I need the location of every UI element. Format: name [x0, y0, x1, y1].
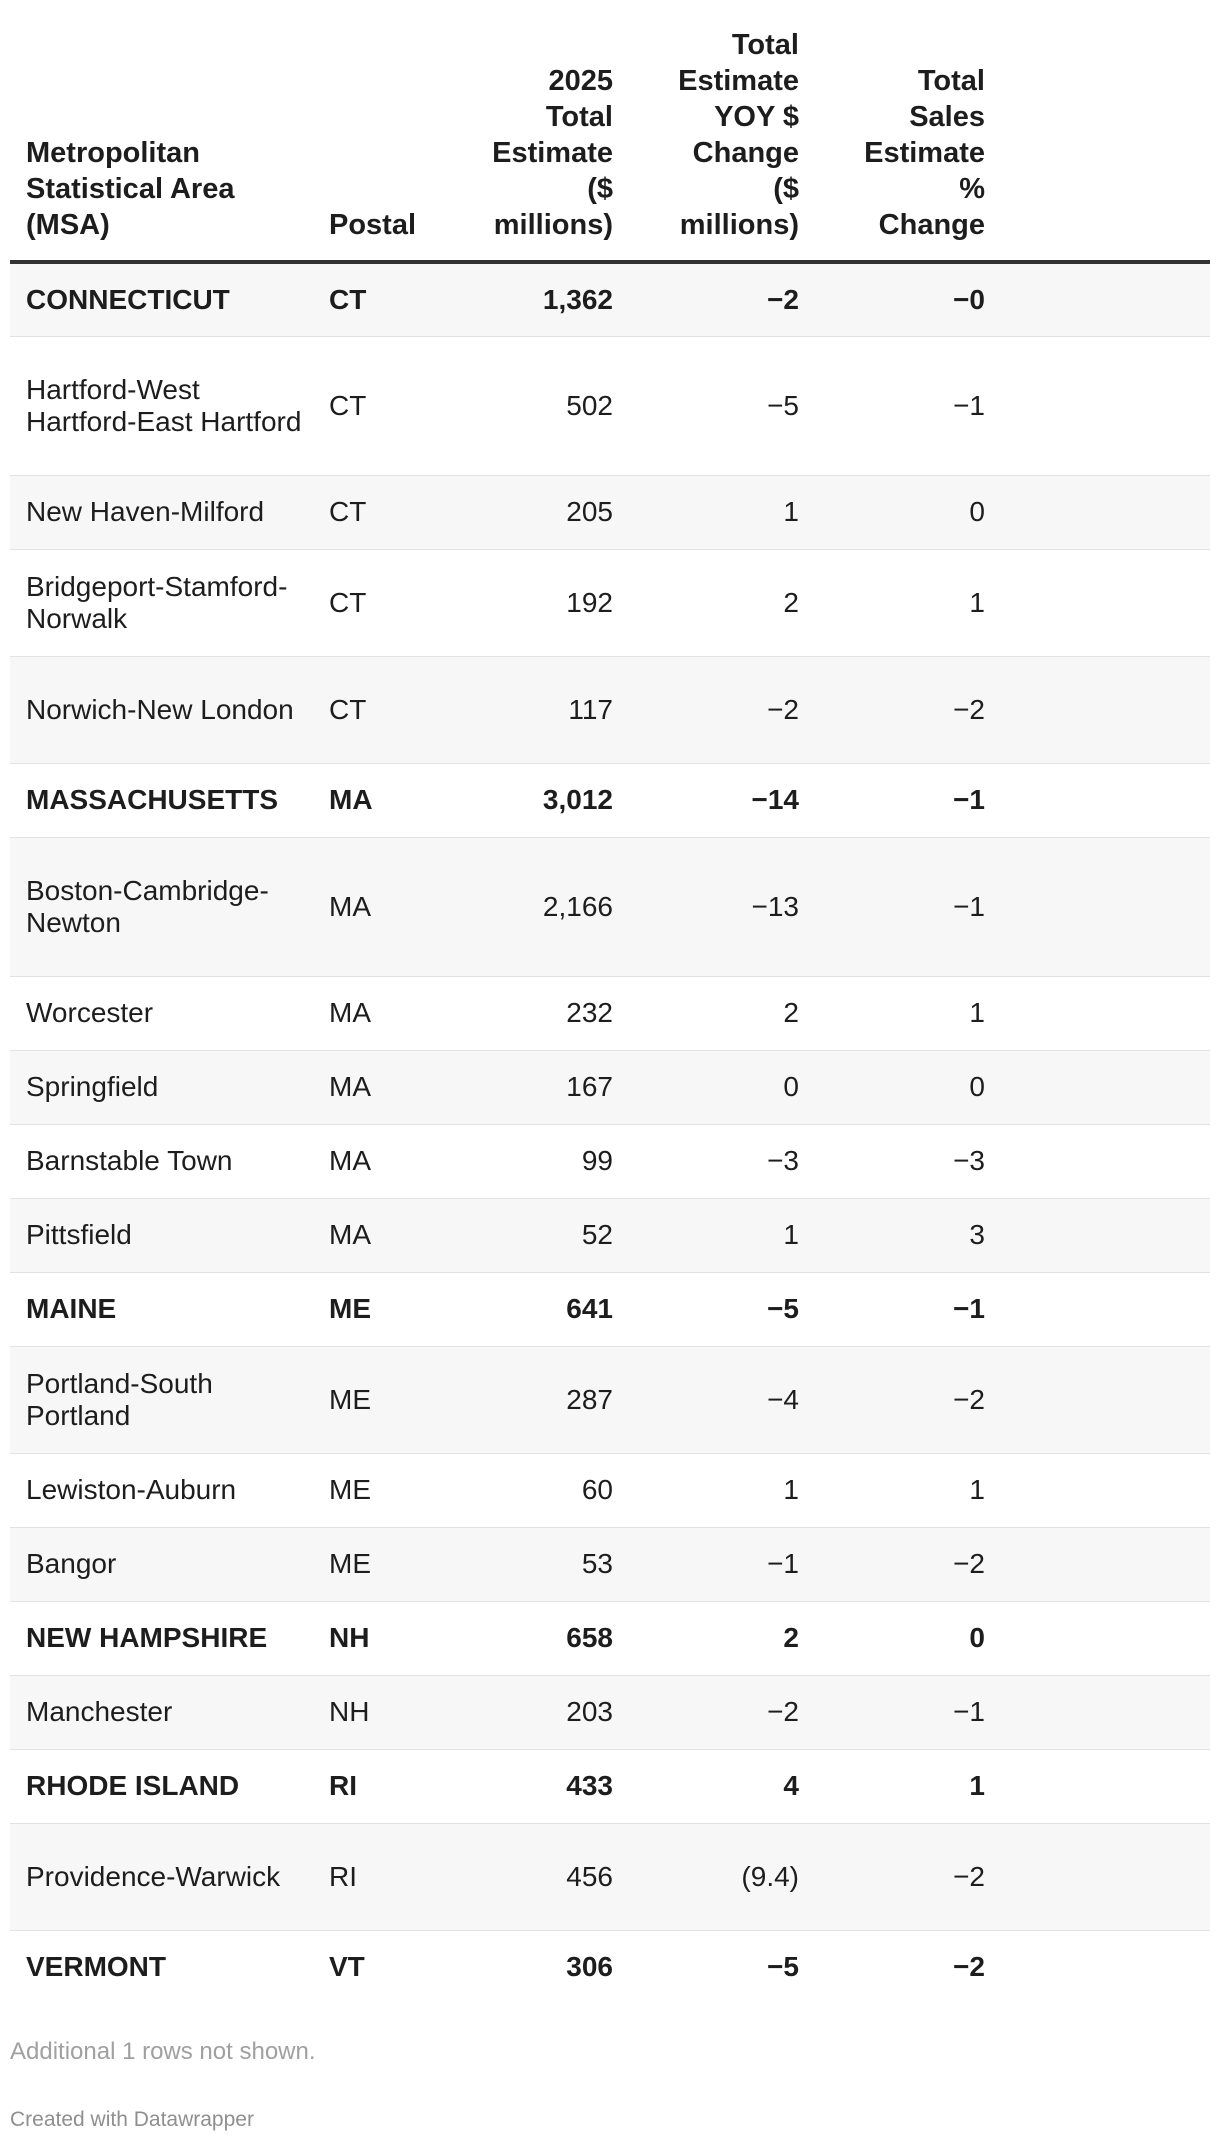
- msa-cell: NEW HAMPSHIRE: [10, 1601, 313, 1675]
- postal-cell: ME: [313, 1527, 413, 1601]
- yoy-change-cell: −2: [613, 1675, 799, 1749]
- table-row: [10, 1675, 1210, 1749]
- column-header-line: Total: [731, 29, 799, 61]
- msa-cell: Barnstable Town: [10, 1124, 313, 1198]
- postal-cell: RI: [313, 1823, 413, 1930]
- pct-change-cell: −1: [799, 1675, 985, 1749]
- msa-cell: Providence-Warwick: [10, 1823, 313, 1930]
- pct-change-cell: −0: [799, 262, 985, 336]
- table-row: [10, 656, 1210, 763]
- table-row: [10, 1198, 1210, 1272]
- yoy-change-cell: −5: [613, 1272, 799, 1346]
- msa-cell: Norwich-New London: [10, 656, 313, 763]
- msa-cell: Worcester: [10, 976, 313, 1050]
- spacer-cell: [985, 1930, 1210, 2004]
- msa-cell: Springfield: [10, 1050, 313, 1124]
- msa-cell: Portland-South Portland: [10, 1346, 313, 1453]
- msa-cell: CONNECTICUT: [10, 262, 313, 336]
- msa-cell: VERMONT: [10, 1930, 313, 2004]
- column-header-line: YOY $: [714, 101, 799, 133]
- postal-cell: CT: [313, 262, 413, 336]
- pct-change-cell: −2: [799, 1346, 985, 1453]
- estimate-cell: 167: [413, 1050, 613, 1124]
- yoy-change-cell: (9.4): [613, 1823, 799, 1930]
- datawrapper-table-container: [10, 0, 1210, 2004]
- estimate-cell: 99: [413, 1124, 613, 1198]
- estimate-cell: 205: [413, 475, 613, 549]
- postal-cell: CT: [313, 656, 413, 763]
- table-row: [10, 1527, 1210, 1601]
- column-header-line: Metropolitan: [26, 137, 200, 169]
- spacer-cell: [985, 1749, 1210, 1823]
- datawrapper-credit-link[interactable]: Created with Datawrapper: [10, 2108, 254, 2131]
- pct-change-cell: 3: [799, 1198, 985, 1272]
- table-row: [10, 976, 1210, 1050]
- table-row: [10, 1453, 1210, 1527]
- yoy-change-cell: 2: [613, 549, 799, 656]
- column-header-line: 2025: [548, 65, 613, 97]
- estimate-cell: 232: [413, 976, 613, 1050]
- spacer-cell: [985, 475, 1210, 549]
- column-header-line: Postal: [329, 209, 417, 241]
- header-row: [10, 0, 1210, 262]
- estimate-cell: 502: [413, 336, 613, 475]
- estimate-cell: 641: [413, 1272, 613, 1346]
- column-header-line: Statistical Area: [26, 173, 235, 205]
- yoy-change-cell: −4: [613, 1346, 799, 1453]
- spacer-cell: [985, 1675, 1210, 1749]
- column-header-line: Estimate: [864, 137, 985, 169]
- spacer-cell: [985, 1527, 1210, 1601]
- column-header-yoy-change[interactable]: [613, 0, 799, 262]
- spacer-cell: [985, 1823, 1210, 1930]
- pct-change-cell: −2: [799, 1930, 985, 2004]
- state-summary-row: [10, 1930, 1210, 2004]
- estimate-cell: 287: [413, 1346, 613, 1453]
- pct-change-cell: −1: [799, 763, 985, 837]
- postal-cell: CT: [313, 475, 413, 549]
- postal-cell: RI: [313, 1749, 413, 1823]
- postal-cell: ME: [313, 1453, 413, 1527]
- postal-cell: MA: [313, 763, 413, 837]
- table-row: [10, 1346, 1210, 1453]
- yoy-change-cell: −1: [613, 1527, 799, 1601]
- state-summary-row: [10, 1601, 1210, 1675]
- msa-cell: Boston-Cambridge-Newton: [10, 837, 313, 976]
- estimate-cell: 456: [413, 1823, 613, 1930]
- estimate-cell: 658: [413, 1601, 613, 1675]
- msa-cell: MAINE: [10, 1272, 313, 1346]
- estimate-cell: 52: [413, 1198, 613, 1272]
- column-header-postal[interactable]: [313, 0, 417, 262]
- pct-change-cell: 1: [799, 549, 985, 656]
- postal-cell: MA: [313, 837, 413, 976]
- pct-change-cell: 0: [799, 1050, 985, 1124]
- column-header-pct-change[interactable]: [799, 0, 985, 262]
- postal-cell: ME: [313, 1272, 413, 1346]
- spacer-cell: [985, 1198, 1210, 1272]
- estimate-cell: 192: [413, 549, 613, 656]
- postal-cell: NH: [313, 1675, 413, 1749]
- spacer-cell: [985, 763, 1210, 837]
- column-header-line: Estimate: [678, 65, 799, 97]
- estimate-cell: 306: [413, 1930, 613, 2004]
- column-header-spacer: [985, 0, 1210, 262]
- state-summary-row: [10, 262, 1210, 336]
- pct-change-cell: −3: [799, 1124, 985, 1198]
- spacer-cell: [985, 1272, 1210, 1346]
- msa-cell: Manchester: [10, 1675, 313, 1749]
- table-body: [10, 262, 1210, 2004]
- postal-cell: CT: [313, 336, 413, 475]
- state-summary-row: [10, 1272, 1210, 1346]
- estimate-cell: 2,166: [413, 837, 613, 976]
- spacer-cell: [985, 837, 1210, 976]
- pct-change-cell: −1: [799, 336, 985, 475]
- column-header-line: ($: [587, 173, 613, 205]
- spacer-cell: [985, 1346, 1210, 1453]
- column-header-line: Total: [545, 101, 613, 133]
- spacer-cell: [985, 549, 1210, 656]
- yoy-change-cell: −13: [613, 837, 799, 976]
- column-header-estimate[interactable]: [413, 0, 613, 262]
- yoy-change-cell: −14: [613, 763, 799, 837]
- msa-sales-table: [10, 0, 1210, 2004]
- estimate-cell: 53: [413, 1527, 613, 1601]
- yoy-change-cell: −5: [613, 1930, 799, 2004]
- column-header-line: millions): [679, 209, 799, 241]
- msa-cell: Bangor: [10, 1527, 313, 1601]
- estimate-cell: 1,362: [413, 262, 613, 336]
- column-header-line: millions): [493, 209, 613, 241]
- yoy-change-cell: 2: [613, 976, 799, 1050]
- column-header-msa[interactable]: [10, 0, 313, 262]
- yoy-change-cell: 1: [613, 475, 799, 549]
- postal-cell: NH: [313, 1601, 413, 1675]
- yoy-change-cell: −3: [613, 1124, 799, 1198]
- column-header-line: Change: [692, 137, 799, 169]
- postal-cell: MA: [313, 976, 413, 1050]
- pct-change-cell: −1: [799, 837, 985, 976]
- estimate-cell: 203: [413, 1675, 613, 1749]
- state-summary-row: [10, 1749, 1210, 1823]
- spacer-cell: [985, 1453, 1210, 1527]
- column-header-line: Change: [878, 209, 985, 241]
- postal-cell: CT: [313, 549, 413, 656]
- estimate-cell: 117: [413, 656, 613, 763]
- postal-cell: MA: [313, 1050, 413, 1124]
- estimate-cell: 3,012: [413, 763, 613, 837]
- spacer-cell: [985, 656, 1210, 763]
- table-row: [10, 1050, 1210, 1124]
- msa-cell: Lewiston-Auburn: [10, 1453, 313, 1527]
- msa-cell: Hartford-West Hartford-East Hartford: [10, 336, 313, 475]
- msa-cell: MASSACHUSETTS: [10, 763, 313, 837]
- postal-cell: VT: [313, 1930, 413, 2004]
- column-header-line: ($: [773, 173, 799, 205]
- pct-change-cell: −2: [799, 1527, 985, 1601]
- pct-change-cell: −1: [799, 1272, 985, 1346]
- yoy-change-cell: −2: [613, 656, 799, 763]
- yoy-change-cell: −2: [613, 262, 799, 336]
- yoy-change-cell: −5: [613, 336, 799, 475]
- column-header-line: (MSA): [26, 209, 110, 241]
- table-row: [10, 475, 1210, 549]
- estimate-cell: 60: [413, 1453, 613, 1527]
- pct-change-cell: −2: [799, 1823, 985, 1930]
- pct-change-cell: 1: [799, 976, 985, 1050]
- pct-change-cell: 0: [799, 1601, 985, 1675]
- yoy-change-cell: 0: [613, 1050, 799, 1124]
- spacer-cell: [985, 976, 1210, 1050]
- spacer-cell: [985, 1124, 1210, 1198]
- yoy-change-cell: 1: [613, 1198, 799, 1272]
- pct-change-cell: −2: [799, 656, 985, 763]
- postal-cell: ME: [313, 1346, 413, 1453]
- postal-cell: MA: [313, 1124, 413, 1198]
- estimate-cell: 433: [413, 1749, 613, 1823]
- pct-change-cell: 1: [799, 1453, 985, 1527]
- column-header-line: Sales: [909, 101, 985, 133]
- pct-change-cell: 1: [799, 1749, 985, 1823]
- table-row: [10, 336, 1210, 475]
- rows-not-shown-note: Additional 1 rows not shown.: [10, 2038, 316, 2065]
- msa-cell: Bridgeport-Stamford-Norwalk: [10, 549, 313, 656]
- spacer-cell: [985, 1601, 1210, 1675]
- yoy-change-cell: 4: [613, 1749, 799, 1823]
- state-summary-row: [10, 763, 1210, 837]
- yoy-change-cell: 2: [613, 1601, 799, 1675]
- column-header-line: %: [959, 173, 985, 205]
- table-row: [10, 549, 1210, 656]
- table-row: [10, 837, 1210, 976]
- table-row: [10, 1823, 1210, 1930]
- column-header-line: Total: [917, 65, 985, 97]
- yoy-change-cell: 1: [613, 1453, 799, 1527]
- postal-cell: MA: [313, 1198, 413, 1272]
- column-header-line: Estimate: [492, 137, 613, 169]
- msa-cell: New Haven-Milford: [10, 475, 313, 549]
- msa-cell: RHODE ISLAND: [10, 1749, 313, 1823]
- pct-change-cell: 0: [799, 475, 985, 549]
- spacer-cell: [985, 262, 1210, 336]
- table-row: [10, 1124, 1210, 1198]
- msa-cell: Pittsfield: [10, 1198, 313, 1272]
- spacer-cell: [985, 336, 1210, 475]
- spacer-cell: [985, 1050, 1210, 1124]
